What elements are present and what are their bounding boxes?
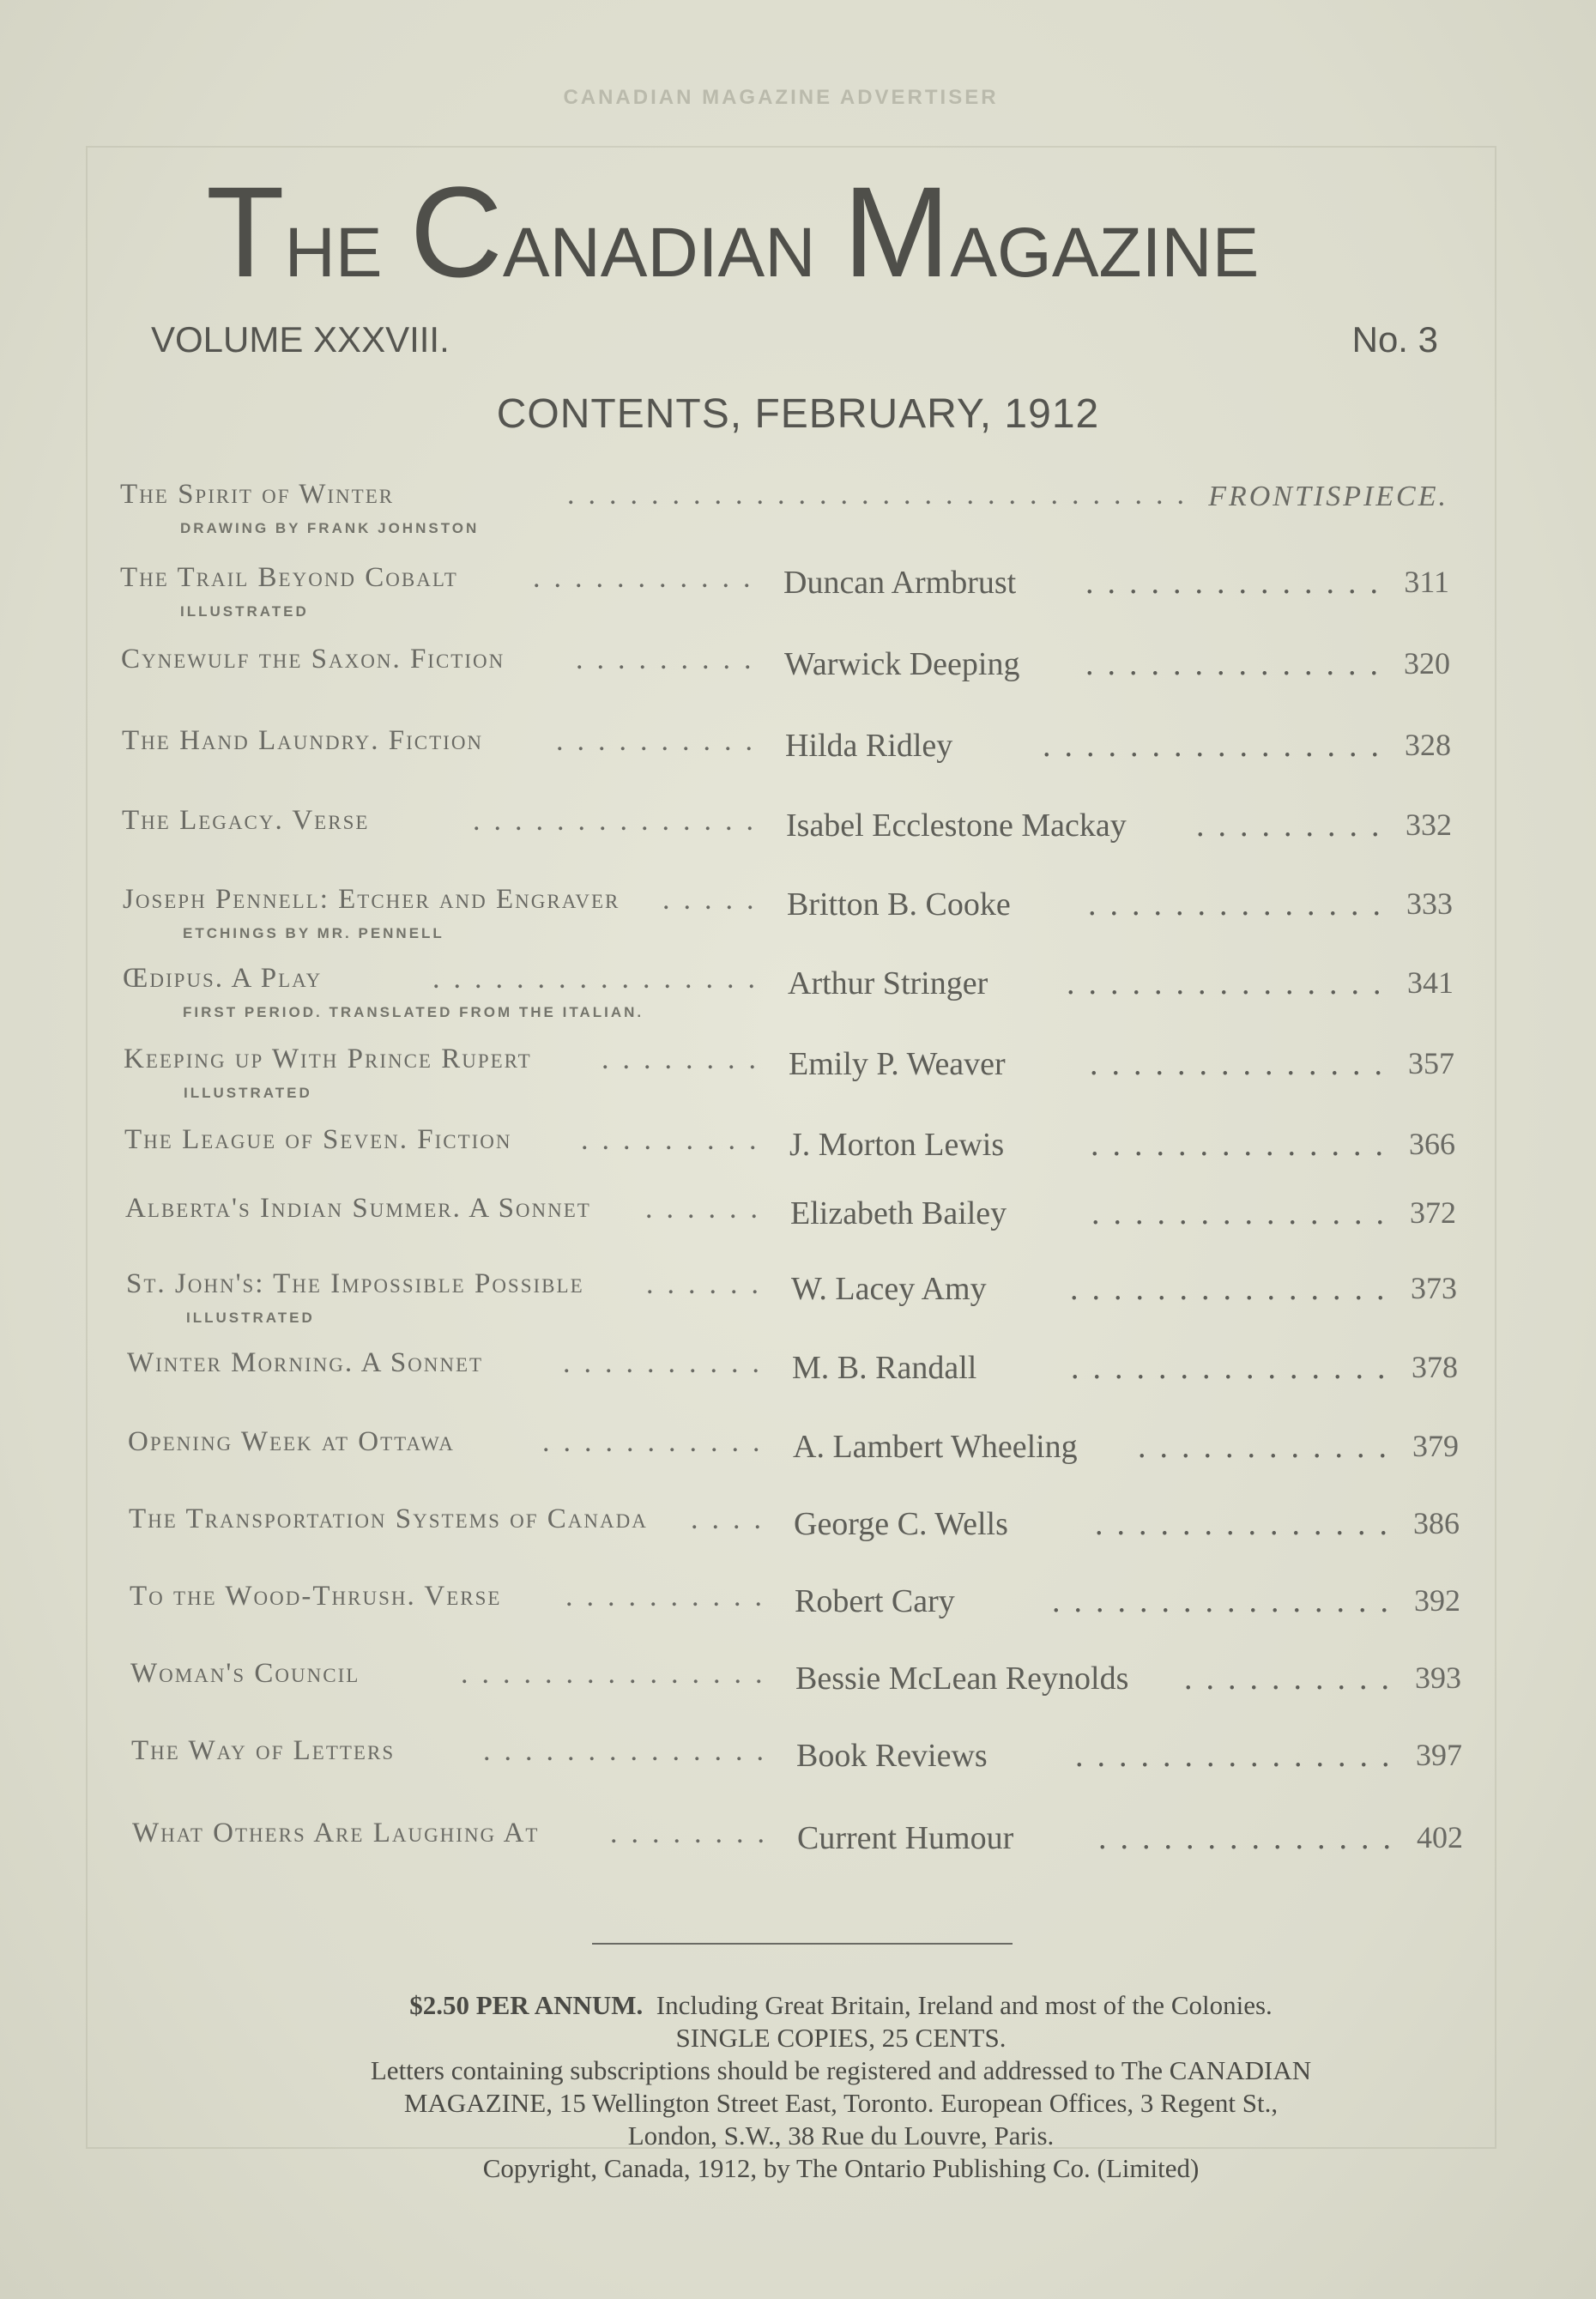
toc-author: J. Morton Lewis	[789, 1127, 1005, 1163]
toc-entry	[122, 725, 1451, 794]
divider-rule	[592, 1943, 1013, 1945]
toc-entry	[124, 1124, 1455, 1193]
toc-page-number: 372	[1410, 1195, 1456, 1230]
price-details: Including Great Britain, Ireland and most of the Colonies.	[656, 1990, 1273, 2020]
price-label: $2.50 PER ANNUM.	[409, 1990, 644, 2020]
toc-subtitle: ETCHINGS BY MR. PENNELL	[183, 925, 444, 941]
masthead-rest-anadian: ANADIAN	[502, 214, 816, 292]
leader-dots: ...............	[1067, 965, 1395, 1001]
toc-title: Cynewulf the Saxon. Fiction	[121, 644, 505, 675]
leader-dots: .....	[662, 884, 768, 916]
toc-entry	[128, 1426, 1459, 1495]
toc-page-number: 328	[1405, 728, 1451, 762]
issue-number: No. 3	[1351, 319, 1438, 360]
letters-line-2: MAGAZINE, 15 Wellington Street East, Toronto. European Offices, 3 Regent St.,	[403, 2088, 1279, 2118]
toc-page-number: 397	[1416, 1738, 1462, 1772]
toc-title: The Transportation Systems of Canada	[129, 1503, 648, 1534]
leader-dots: ..............	[1091, 1127, 1397, 1163]
toc-title: Winter Morning. A Sonnet	[127, 1347, 484, 1378]
toc-title: Alberta's Indian Summer. A Sonnet	[125, 1193, 591, 1224]
toc-title: To the Wood-Thrush. Verse	[130, 1581, 502, 1612]
leader-dots: ...............	[1070, 1271, 1399, 1307]
toc-title: The Spirit of Winter	[120, 479, 395, 510]
toc-page-number: 378	[1412, 1350, 1458, 1384]
toc-page-number: 379	[1412, 1429, 1459, 1463]
toc-page-number: 320	[1404, 646, 1450, 681]
toc-author: Duncan Armbrust	[783, 565, 1017, 601]
toc-title: Woman's Council	[130, 1658, 360, 1689]
toc-page-number: 393	[1415, 1661, 1461, 1695]
subscription-footer	[172, 1989, 1510, 2185]
copyright-text: Copyright, Canada, 1912, by The Ontario Publishing Co. (Limited)	[482, 2153, 1200, 2183]
toc-subtitle: ILLUSTRATED	[184, 1085, 312, 1101]
toc-author: Hilda Ridley	[785, 728, 953, 764]
leader-dots: ..............	[1090, 1046, 1396, 1082]
toc-subtitle: ILLUSTRATED	[186, 1310, 315, 1326]
leader-dots: ...........	[533, 562, 765, 594]
toc-author: W. Lacey Amy	[791, 1271, 987, 1307]
toc-author: M. B. Randall	[792, 1350, 977, 1386]
leader-dots: ................	[432, 963, 769, 995]
toc-author: Bessie McLean Reynolds	[795, 1661, 1129, 1697]
toc-page-number: 311	[1404, 565, 1449, 599]
leader-dots: ......	[646, 1268, 772, 1300]
toc-author: Robert Cary	[795, 1583, 955, 1619]
toc-entry	[125, 1193, 1456, 1261]
toc-title: Joseph Pennell: Etcher and Engraver	[123, 884, 620, 915]
toc-author: Isabel Ecclestone Mackay	[786, 808, 1127, 844]
toc-author: George C. Wells	[794, 1506, 1008, 1542]
leader-dots: ..............	[1088, 886, 1394, 923]
toc-entry	[121, 644, 1450, 712]
leader-dots: ..........	[1184, 1661, 1403, 1697]
leader-dots: ..............	[1098, 1820, 1405, 1856]
toc-entry	[132, 1818, 1463, 1886]
masthead-rest-agazine: AGAZINE	[950, 214, 1260, 292]
toc-page-number: 392	[1414, 1583, 1460, 1618]
leader-dots: ..............	[473, 805, 767, 837]
toc-page-number: 366	[1409, 1127, 1455, 1161]
masthead-initial-m: M	[843, 160, 951, 304]
toc-entry	[123, 884, 1453, 953]
toc-author: Warwick Deeping	[784, 646, 1020, 682]
toc-entry	[129, 1503, 1460, 1572]
leader-dots: ..............................	[567, 479, 1198, 511]
leader-dots: ...............	[1071, 1350, 1400, 1386]
toc-entry	[120, 479, 1448, 548]
leader-dots: ............	[1138, 1429, 1400, 1465]
toc-page-number: 333	[1406, 886, 1453, 921]
leader-dots: ..........	[565, 1581, 776, 1612]
toc-entry	[124, 1044, 1454, 1112]
leader-dots: ................	[1052, 1583, 1402, 1619]
toc-entry	[122, 805, 1452, 874]
masthead-initial-t: T	[206, 160, 285, 304]
toc-author: Elizabeth Bailey	[790, 1195, 1007, 1231]
letters-line-3: London, S.W., 38 Rue du Louvre, Paris.	[627, 2121, 1055, 2151]
toc-entry	[120, 562, 1449, 631]
toc-subtitle: ILLUSTRATED	[180, 603, 309, 620]
toc-page-number: 402	[1417, 1820, 1463, 1854]
toc-author: A. Lambert Wheeling	[793, 1429, 1078, 1465]
masthead-initial-c: C	[409, 160, 503, 304]
toc-title: The Hand Laundry. Fiction	[122, 725, 484, 756]
toc-title: Œdipus. A Play	[123, 963, 323, 994]
toc-page-number: 357	[1408, 1046, 1454, 1080]
leader-dots: ...............	[1075, 1738, 1404, 1774]
toc-page-number: 332	[1406, 808, 1452, 842]
toc-author: Emily P. Weaver	[789, 1046, 1006, 1082]
leader-dots: ..............	[1085, 565, 1392, 601]
bleed-through-running-head: CANADIAN MAGAZINE ADVERTISER	[563, 86, 999, 109]
toc-title: The Way of Letters	[131, 1735, 396, 1766]
toc-subtitle: FIRST PERIOD. TRANSLATED FROM THE ITALIAN.	[183, 1004, 644, 1020]
leader-dots: .........	[581, 1124, 771, 1156]
toc-author: Current Humour	[797, 1820, 1014, 1856]
leader-dots: ...........	[542, 1426, 774, 1458]
leader-dots: ................	[1043, 728, 1393, 764]
toc-entry	[131, 1735, 1462, 1804]
leader-dots: ........	[610, 1818, 778, 1849]
leader-dots: ...............	[461, 1658, 777, 1690]
toc-page-number: FRONTISPIECE.	[1208, 481, 1448, 512]
toc-entry	[123, 963, 1454, 1032]
leader-dots: .........	[576, 644, 765, 675]
leader-dots: ..............	[1085, 646, 1392, 682]
volume-label: VOLUME XXXVIII.	[151, 319, 450, 360]
toc-page-number: 373	[1411, 1271, 1457, 1305]
single-copies-text: SINGLE COPIES, 25 CENTS.	[675, 2023, 1007, 2053]
toc-title: The Trail Beyond Cobalt	[120, 562, 458, 593]
toc-page-number: 386	[1413, 1506, 1460, 1540]
leader-dots: .........	[1196, 808, 1393, 844]
toc-title: St. John's: The Impossible Possible	[126, 1268, 584, 1299]
toc-subtitle: DRAWING BY FRANK JOHNSTON	[180, 520, 480, 536]
toc-entry	[126, 1268, 1457, 1337]
toc-title: What Others Are Laughing At	[132, 1818, 540, 1848]
toc-title: The League of Seven. Fiction	[124, 1124, 512, 1155]
toc-author: Britton B. Cooke	[787, 886, 1011, 923]
letters-line-1: Letters containing subscriptions should be registered and addressed to The CANADIAN	[370, 2055, 1312, 2085]
toc-entry	[127, 1347, 1458, 1416]
contents-title: CONTENTS, FEBRUARY, 1912	[496, 391, 1100, 437]
toc-title: Keeping up With Prince Rupert	[124, 1044, 532, 1074]
leader-dots: ....	[691, 1503, 775, 1535]
toc-page-number: 341	[1407, 965, 1454, 1000]
leader-dots: ..........	[563, 1347, 773, 1379]
leader-dots: ..............	[483, 1735, 777, 1767]
leader-dots: ........	[602, 1044, 770, 1075]
toc-author: Book Reviews	[796, 1738, 988, 1774]
leader-dots: ..........	[556, 725, 766, 757]
leader-dots: ..............	[1095, 1506, 1401, 1542]
leader-dots: ..............	[1091, 1195, 1398, 1231]
toc-title: The Legacy. Verse	[122, 805, 370, 836]
toc-author: Arthur Stringer	[788, 965, 988, 1001]
toc-entry	[130, 1581, 1460, 1649]
toc-title: Opening Week at Ottawa	[128, 1426, 455, 1457]
masthead-rest-he: HE	[284, 214, 383, 292]
leader-dots: ......	[645, 1193, 771, 1225]
toc-entry	[130, 1658, 1461, 1727]
